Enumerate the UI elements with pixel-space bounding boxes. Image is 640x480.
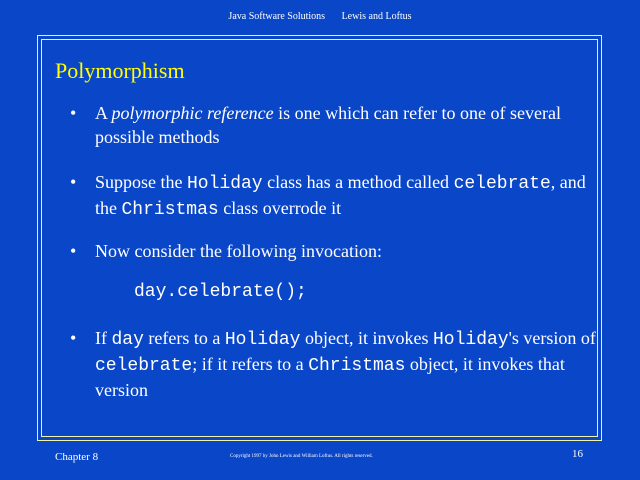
code-celebrate: celebrate	[95, 356, 193, 376]
code-holiday-2: Holiday	[432, 330, 509, 350]
code-holiday: Holiday	[187, 174, 263, 194]
bullet-4-text-d: 's version of	[508, 328, 596, 348]
authors: Lewis and Loftus	[341, 11, 412, 22]
bullet-dot: •	[70, 328, 77, 348]
footer-copyright: Copyright 1997 by John Lewis and William Loftus. All rights reserved.	[230, 454, 373, 459]
bullet-2-text-a: Suppose the	[95, 172, 187, 192]
code-invocation: day.celebrate();	[134, 282, 307, 302]
slide-header	[0, 11, 640, 22]
bullet-4-text-a: If	[95, 328, 112, 348]
bullet-1-text-b: is one which can refer to one of several possible methods	[95, 103, 562, 147]
code-christmas: Christmas	[308, 356, 406, 376]
bullet-4-text-f: object, it invokes that version	[95, 354, 565, 400]
bullet-1-emphasis: polymorphic reference	[111, 103, 274, 123]
bullet-dot: •	[70, 241, 77, 261]
bullet-2-text-c: , and the	[95, 172, 586, 218]
bullet-2-text-d: class overrode it	[218, 198, 342, 218]
bullet-dot: •	[70, 103, 77, 123]
bullet-1-text-a: A	[95, 103, 112, 123]
bullet-2-text	[95, 170, 600, 222]
bullet-3-text-a: Now consider the following invocation:	[95, 241, 382, 261]
slide-title: Polymorphism	[55, 58, 185, 83]
bullet-3-text	[95, 239, 600, 263]
bullet-4-text	[95, 326, 600, 402]
bullet-2-text-b: class has a method called	[262, 172, 454, 192]
code-holiday: Holiday	[224, 330, 301, 350]
bullet-4-text-b: refers to a	[143, 328, 225, 348]
bullet-4-text-c: object, it invokes	[300, 328, 433, 348]
code-celebrate: celebrate	[453, 174, 551, 194]
bullet-1-text	[95, 101, 600, 149]
book-title: Java Software Solutions	[228, 11, 326, 22]
code-christmas: Christmas	[121, 200, 219, 220]
page-number: 16	[572, 448, 583, 460]
footer-chapter: Chapter 8	[55, 451, 99, 463]
bullet-dot: •	[70, 172, 77, 192]
code-day: day	[111, 330, 144, 350]
bullet-4-text-e: ; if it refers to a	[192, 354, 309, 374]
